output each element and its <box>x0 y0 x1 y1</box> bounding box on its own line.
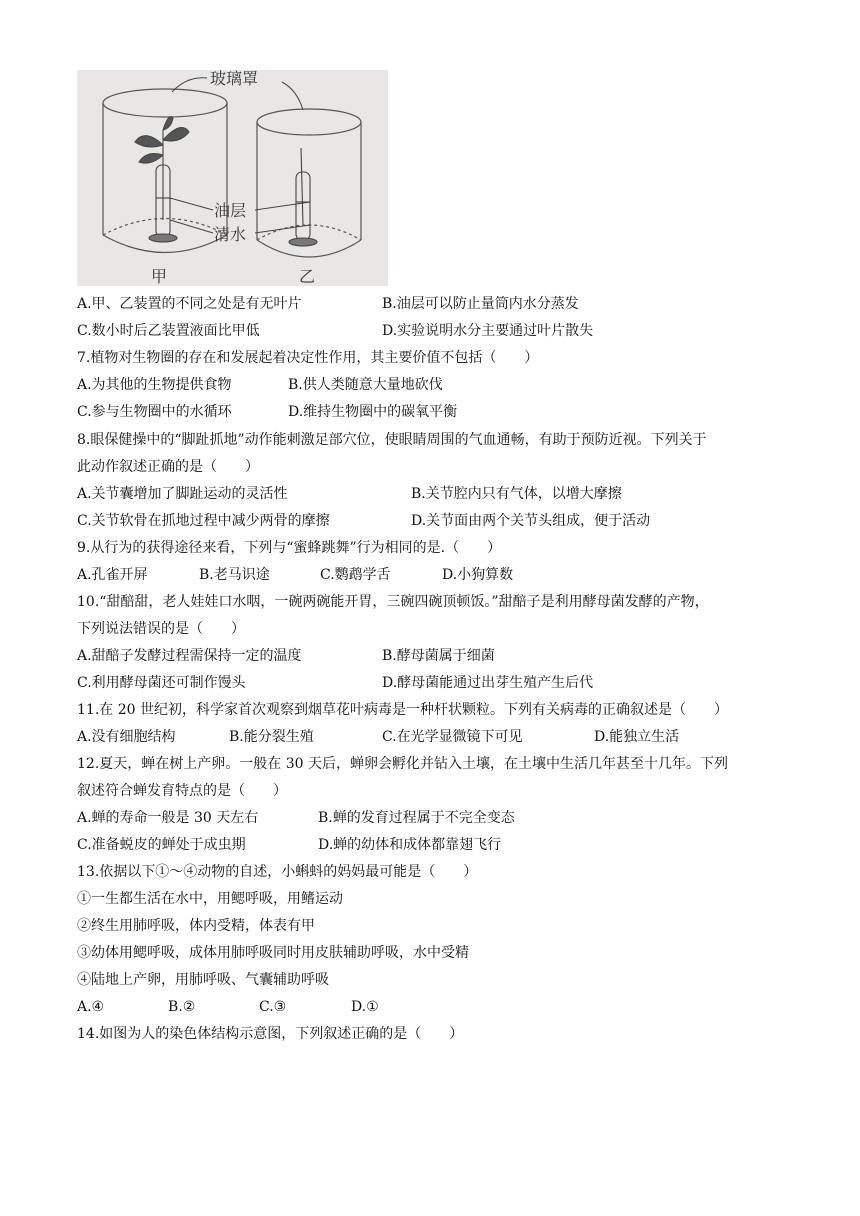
q6-option-c: C.数小时后乙装置液面比甲低 <box>77 323 260 339</box>
q10-option-c: C.利用酵母菌还可制作馒头 <box>77 675 246 691</box>
q9-option-d: D.小狗算数 <box>442 567 514 583</box>
q14-stem: 14.如图为人的染色体结构示意图，下列叙述正确的是（ ） <box>77 1026 464 1042</box>
q10-stem-line1: 10.“甜醅甜，老人娃娃口水咽，一碗两碗能开胃，三碗四碗顶顿饭。”甜醅子是利用酵母菌发酵的产物， <box>77 594 709 610</box>
q13-option-b: B.② <box>168 999 196 1015</box>
q7-option-d: D.维持生物圈中的碳氧平衡 <box>288 404 458 420</box>
q9-option-a: A.孔雀开屏 <box>77 567 148 583</box>
q10-option-a: A.甜醅子发酵过程需保持一定的温度 <box>77 648 302 664</box>
q8-option-b: B.关节腔内只有气体，以增大摩擦 <box>411 486 622 502</box>
q13-option-a: A.④ <box>77 999 105 1015</box>
q11-option-d: D.能独立生活 <box>594 729 680 745</box>
q7-option-c: C.参与生物圈中的水循环 <box>77 404 232 420</box>
q12-stem-line2: 叙述符合蝉发育特点的是（ ） <box>77 783 287 799</box>
q13-option-c: C.③ <box>259 999 287 1015</box>
q11-stem: 11.在 20 世纪初，科学家首次观察到烟草花叶病毒是一种杆状颗粒。下列有关病毒的正确叙述是（ ） <box>77 702 728 718</box>
q10-stem-line2: 下列说法错误的是（ ） <box>77 621 245 637</box>
q12-option-d: D.蝉的幼体和成体都靠翅飞行 <box>318 837 502 853</box>
q8-option-d: D.关节面由两个关节头组成，便于活动 <box>411 513 651 529</box>
label-yi: 乙 <box>299 267 316 286</box>
q13-statement-2: ②终生用肺呼吸，体内受精，体表有甲 <box>77 918 315 934</box>
q10-option-b: B.酵母菌属于细菌 <box>382 648 495 664</box>
label-water: 清水 <box>214 225 247 244</box>
apparatus-figure <box>77 70 388 286</box>
q9-option-c: C.鹦鹉学舌 <box>320 567 391 583</box>
q12-option-a: A.蝉的寿命一般是 30 天左右 <box>77 810 259 826</box>
q7-option-a: A.为其他的生物提供食物 <box>77 377 232 393</box>
q12-option-c: C.准备蜕皮的蝉处于成虫期 <box>77 837 246 853</box>
q6-option-b: B.油层可以防止量筒内水分蒸发 <box>382 296 579 312</box>
q8-stem-line1: 8.眼保健操中的“脚趾抓地”动作能刺激足部穴位，使眼睛周围的气血通畅，有助于预防近视。下列关于 <box>77 432 707 448</box>
q6-option-a: A.甲、乙装置的不同之处是有无叶片 <box>77 296 302 312</box>
q8-stem-line2: 此动作叙述正确的是（ ） <box>77 459 259 475</box>
q9-stem: 9.从行为的获得途径来看，下列与“蜜蜂跳舞”行为相同的是.（ ） <box>77 540 502 556</box>
q13-statement-4: ④陆地上产卵，用肺呼吸、气囊辅助呼吸 <box>77 972 329 988</box>
q12-stem-line1: 12.夏天，蝉在树上产卵。一般在 30 天后，蝉卵会孵化并钻入土壤，在土壤中生活几年甚至十几年。下列 <box>77 756 728 772</box>
q9-option-b: B.老马识途 <box>199 567 270 583</box>
label-jia: 甲 <box>151 267 168 286</box>
q7-option-b: B.供人类随意大量地砍伐 <box>288 377 443 393</box>
q11-option-b: B.能分裂生殖 <box>229 729 314 745</box>
q10-option-d: D.酵母菌能通过出芽生殖产生后代 <box>382 675 594 691</box>
q8-option-a: A.关节囊增加了脚趾运动的灵活性 <box>77 486 288 502</box>
q13-stem: 13.依据以下①～④动物的自述，小蝌蚪的妈妈最可能是（ ） <box>77 864 478 880</box>
q7-stem: 7.植物对生物圈的存在和发展起着决定性作用，其主要价值不包括（ ） <box>77 350 539 366</box>
q6-option-d: D.实验说明水分主要通过叶片散失 <box>382 323 594 339</box>
q8-option-c: C.关节软骨在抓地过程中减少两骨的摩擦 <box>77 513 330 529</box>
q11-option-c: C.在光学显微镜下可见 <box>382 729 523 745</box>
q13-statement-3: ③幼体用鳃呼吸，成体用肺呼吸同时用皮肤辅助呼吸，水中受精 <box>77 945 469 961</box>
q13-statement-1: ①一生都生活在水中，用鳃呼吸，用鳍运动 <box>77 891 343 907</box>
label-glass-cover: 玻璃罩 <box>210 70 259 88</box>
q13-option-d: D.① <box>351 999 379 1015</box>
q11-option-a: A.没有细胞结构 <box>77 729 176 745</box>
q12-option-b: B.蝉的发育过程属于不完全变态 <box>318 810 515 826</box>
label-oil: 油层 <box>214 201 247 220</box>
